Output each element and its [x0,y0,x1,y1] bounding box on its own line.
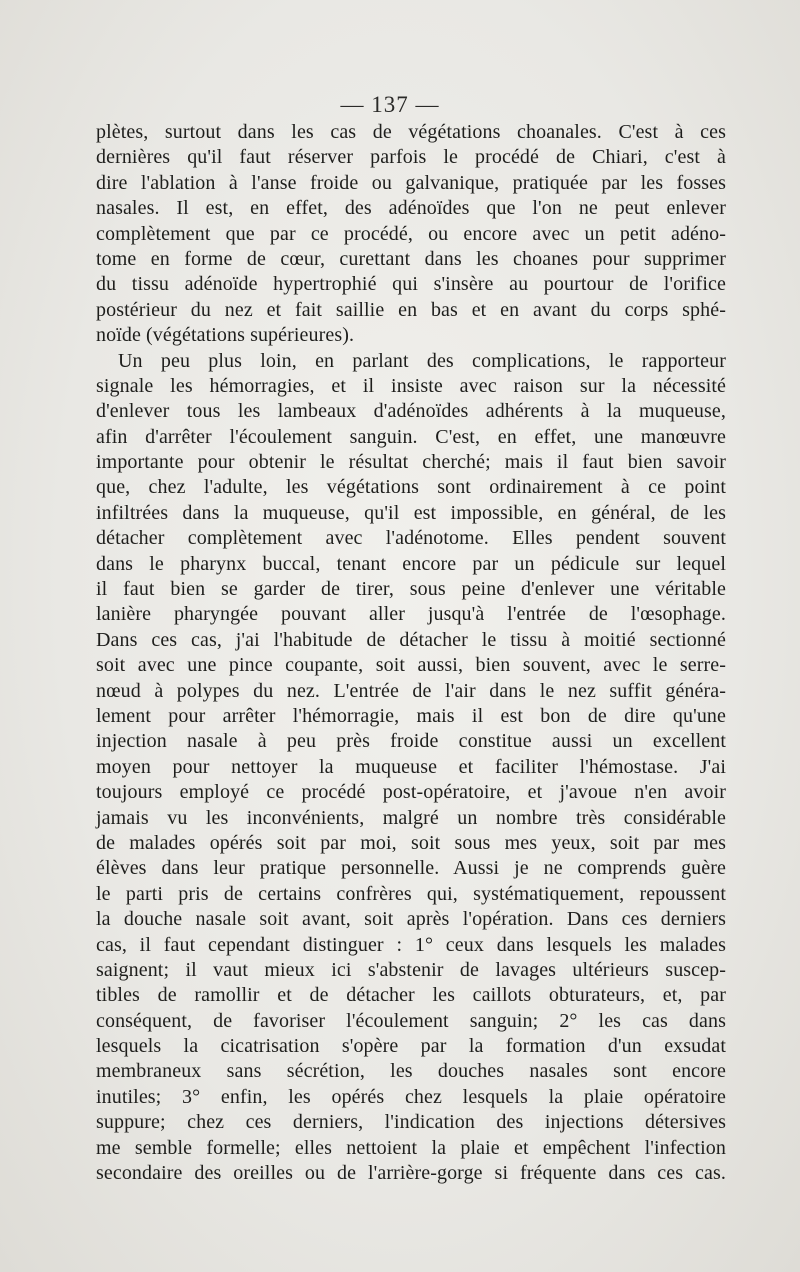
text-line: que, chez l'adulte, les végétations sont ordinairement à ce point [96,476,726,499]
text-line: complètement que par ce procédé, ou encore avec un petit adéno- [96,222,726,245]
text-line: d'enlever tous les lambeaux d'adénoïdes adhérents à la muqueuse, [96,400,726,423]
text-line: lanière pharyngée pouvant aller jusqu'à l'entrée de l'œsophage. [96,603,726,626]
text-line: dire l'ablation à l'anse froide ou galvanique, pratiquée par les fosses [96,171,726,194]
text-line: importante pour obtenir le résultat cherché; mais il faut bien savoir [96,451,726,474]
text-line: dernières qu'il faut réserver parfois le procédé de Chiari, c'est à [96,146,726,169]
text-line: plètes, surtout dans les cas de végétations choanales. C'est à ces [96,121,726,143]
page-number: — 137 — [340,92,440,117]
text-line: lesquels la cicatrisation s'opère par la formation d'un exsudat [96,1035,726,1058]
text-line: le parti pris de certains confrères qui, systématiquement, repoussent [96,882,726,905]
text-line: cas, il faut cependant distinguer : 1° ceux dans lesquels les malades [96,933,726,956]
text-line: conséquent, de favoriser l'écoulement sanguin; 2° les cas dans [96,1009,726,1032]
text-line: suppure; chez ces derniers, l'indication des injections détersives [96,1111,726,1134]
text-line: détacher complètement avec l'adénotome. Elles pendent souvent [96,527,726,550]
body-text [96,120,726,1186]
text-line: signale les hémorragies, et il insiste avec raison sur la nécessité [96,374,726,397]
text-line: lement pour arrêter l'hémorragie, mais il est bon de dire qu'une [96,704,726,727]
text-line: postérieur du nez et fait saillie en bas et en avant du corps sphé- [96,298,726,321]
text-line: toujours employé ce procédé post-opératoire, et j'avoue n'en avoir [96,781,726,804]
text-line: nasales. Il est, en effet, des adénoïdes que l'on ne peut enlever [96,197,726,220]
text-line: tome en forme de cœur, curettant dans les choanes pour supprimer [96,247,726,270]
text-line: élèves dans leur pratique personnelle. Aussi je ne comprends guère [96,857,726,880]
text-line: membraneux sans sécrétion, les douches nasales sont encore [96,1060,726,1083]
text-line: la douche nasale soit avant, soit après l'opération. Dans ces derniers [96,908,726,931]
text-line: soit avec une pince coupante, soit aussi, bien souvent, avec le serre- [96,654,726,677]
text-line: saignent; il vaut mieux ici s'abstenir de lavages ultérieurs suscep- [96,958,726,981]
text-line: jamais vu les inconvénients, malgré un nombre très considérable [96,806,726,829]
text-line: dans le pharynx buccal, tenant encore par un pédicule sur lequel [96,552,726,575]
text-line: infiltrées dans la muqueuse, qu'il est impossible, en général, de les [96,501,726,524]
text-line: secondaire des oreilles ou de l'arrière-gorge si fréquente dans ces cas. [96,1162,726,1185]
text-line: inutiles; 3° enfin, les opérés chez lesquels la plaie opératoire [96,1085,726,1108]
text-line: me semble formelle; elles nettoient la plaie et empêchent l'infection [96,1136,726,1159]
text-line: injection nasale à peu près froide constitue aussi un excellent [96,730,726,753]
text-line: nœud à polypes du nez. L'entrée de l'air dans le nez suffit généra- [96,679,726,702]
text-line: il faut bien se garder de tirer, sous peine d'enlever une véritable [96,578,726,601]
text-line: du tissu adénoïde hypertrophié qui s'insère au pourtour de l'orifice [96,273,726,296]
text-line: moyen pour nettoyer la muqueuse et faciliter l'hémostase. J'ai [96,755,726,778]
text-line: tibles de ramollir et de détacher les caillots obturateurs, et, par [96,984,726,1007]
text-line: afin d'arrêter l'écoulement sanguin. C'est, en effet, une manœuvre [96,425,726,448]
text-line: de malades opérés soit par moi, soit sous mes yeux, soit par mes [96,831,726,854]
paragraph-start: Un peu plus loin, en parlant des complications, le rapporteur [118,349,726,372]
text-line: Dans ces cas, j'ai l'habitude de détacher le tissu à moitié sectionné [96,628,726,651]
text-line: noïde (végétations supérieures). [96,324,355,347]
